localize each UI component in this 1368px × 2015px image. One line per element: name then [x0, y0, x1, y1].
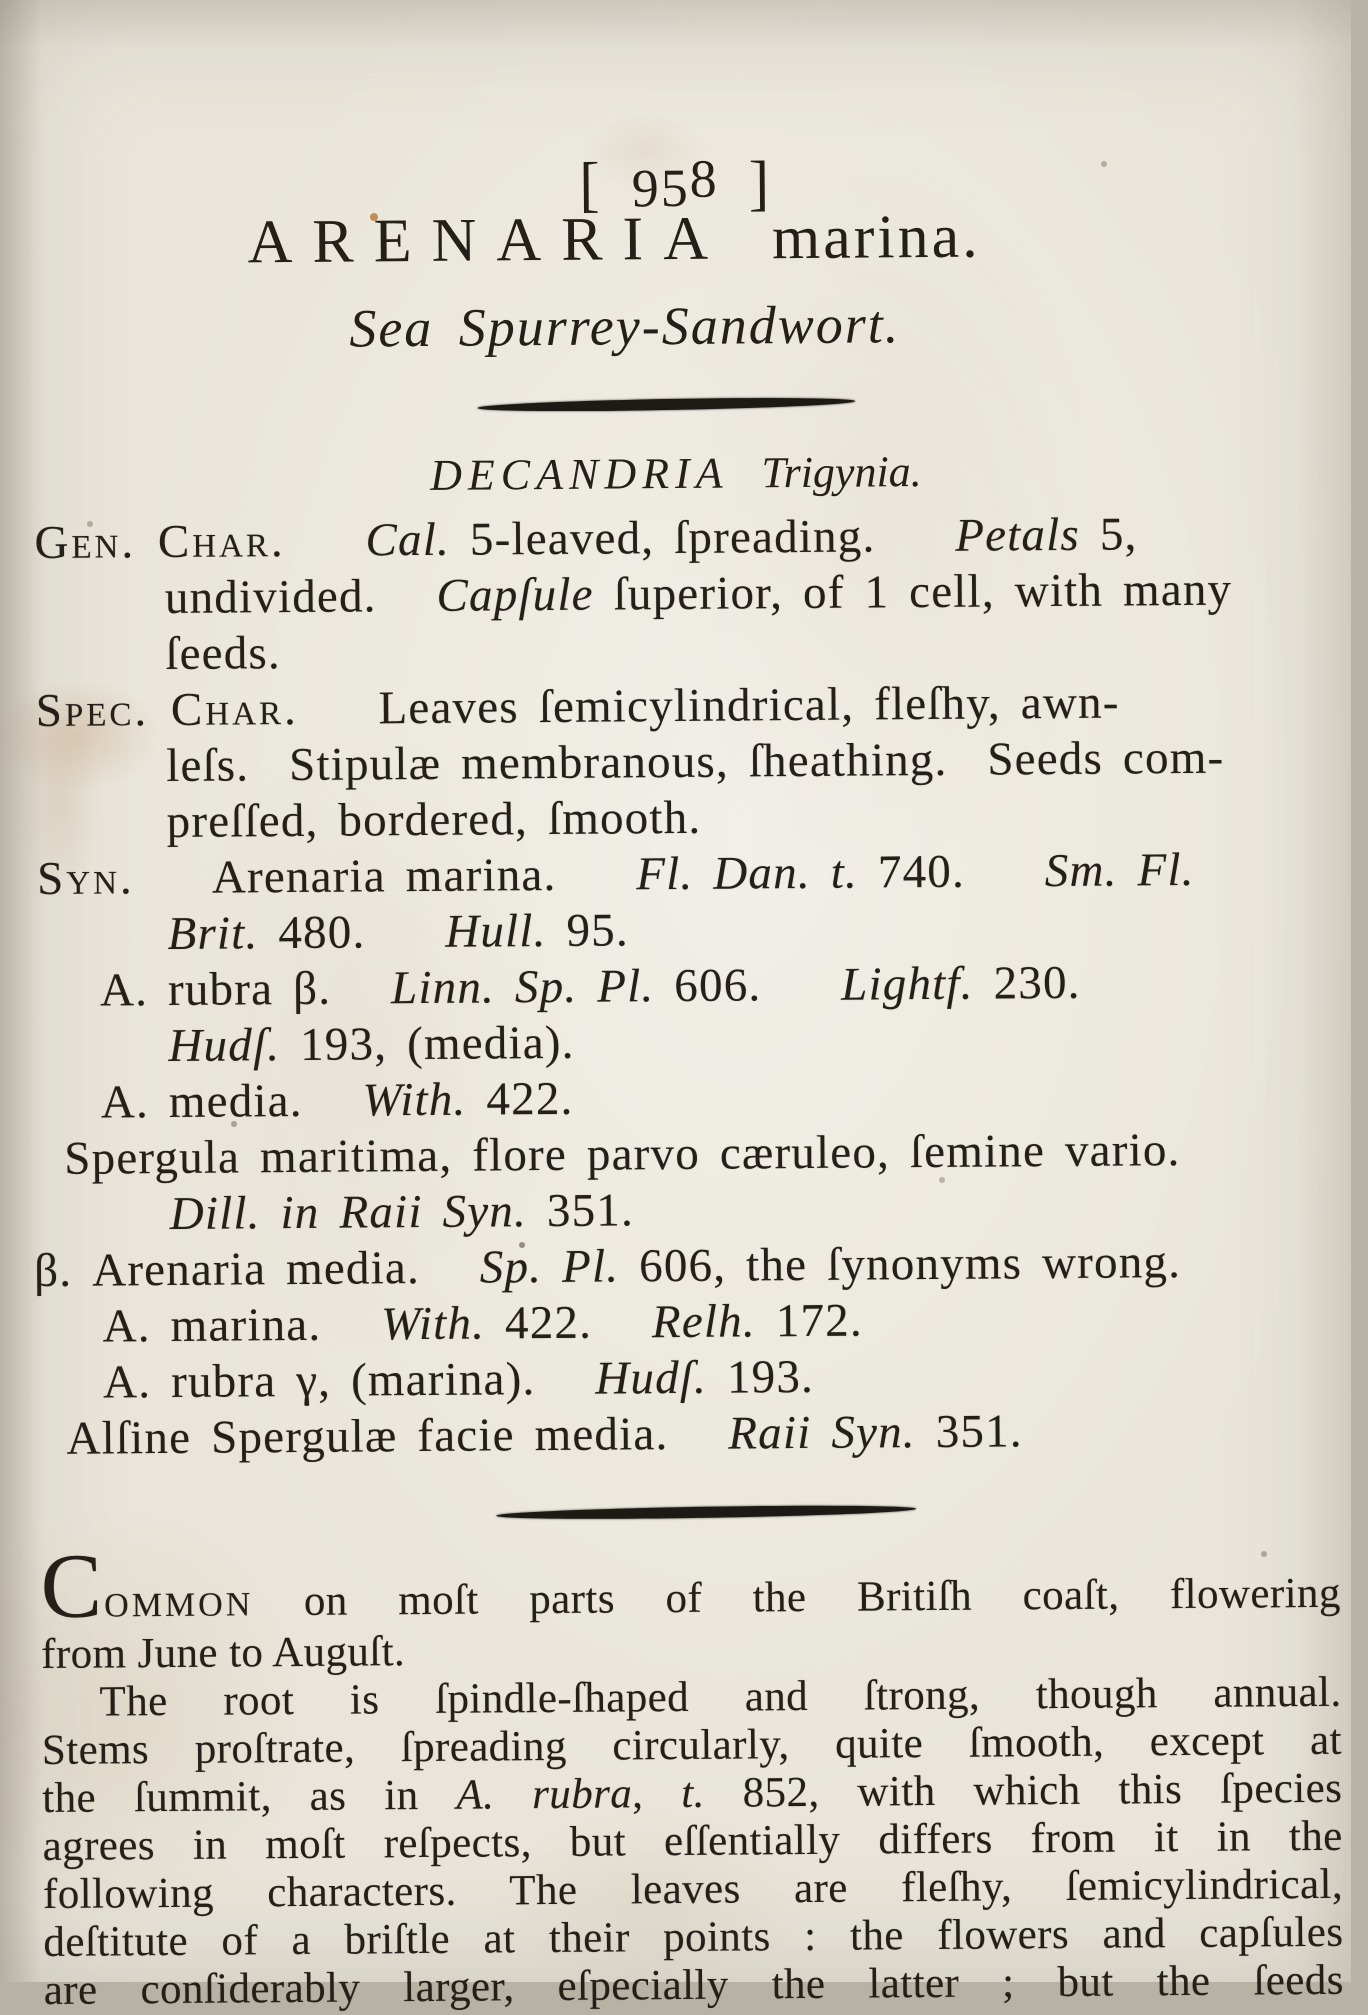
genus-name: ARENARIA	[247, 204, 729, 277]
text-segment: 852, with which this ſpecies	[704, 1764, 1343, 1817]
text-segment: Linn. Sp. Pl.	[390, 960, 655, 1015]
syn-line	[37, 897, 1349, 963]
syn-line	[38, 953, 1350, 1019]
text-segment: deſtitute of a briſtle at their points : the flowers and capſules	[43, 1908, 1344, 1966]
syn-line	[39, 1121, 1351, 1187]
text-segment: DECANDRIA	[429, 448, 729, 500]
syn-line	[40, 1177, 1352, 1243]
body-line	[44, 1957, 1344, 2015]
syn-line	[40, 1289, 1352, 1355]
common-name-subtitle: Sea Spurrey-Sandwort.	[349, 294, 901, 359]
syn-line	[41, 1401, 1353, 1467]
text-segment: Cal.	[365, 513, 451, 567]
text-segment: Leaves ſemicylindrical, fleſhy, awn-	[298, 676, 1120, 735]
page-number-digits: 95	[631, 157, 690, 219]
spec-char-line	[36, 785, 1348, 851]
syn-line	[37, 841, 1349, 907]
description-paragraphs	[40, 1534, 1344, 2015]
text-segment: 422.	[484, 1296, 653, 1350]
body-line	[40, 1534, 1341, 1638]
bracket-open: [	[578, 150, 602, 219]
text-segment: A. marina.	[102, 1298, 382, 1353]
text-segment: 5,	[1079, 508, 1138, 561]
text-segment: from June to Auguſt.	[41, 1628, 406, 1679]
text-segment: Gen. Char.	[34, 515, 286, 570]
text-segment: ,	[631, 1769, 682, 1818]
bracket-close: ]	[748, 149, 772, 218]
text-segment: Relh.	[651, 1295, 757, 1349]
text-segment	[285, 514, 365, 567]
text-segment: Raii Syn.	[728, 1406, 916, 1460]
text-segment: Stems proſtrate, ſpreading circularly, quite ſmooth, except at	[41, 1716, 1343, 1774]
text-segment: 5-leaved, ſpreading.	[449, 509, 956, 566]
text-segment: Capſule	[436, 568, 594, 622]
linnaean-class-order	[0, 445, 1356, 504]
spec-char-line	[36, 729, 1348, 795]
classification-line	[0, 445, 1356, 504]
text-segment: preſſed, bordered, ſmooth.	[166, 791, 702, 848]
characters-and-synonyms-block	[34, 505, 1353, 1467]
text-segment: 422.	[466, 1072, 574, 1126]
text-segment: leſs. Stipulæ membranous, ſheathing. Seeds com-	[166, 731, 1225, 792]
text-segment: Lightf.	[840, 957, 974, 1011]
species-epithet: marina.	[771, 202, 981, 273]
text-segment: Sm. Fl.	[1044, 843, 1195, 898]
text-segment: Spergula maritima, flore parvo cæruleo, ſemine vario.	[64, 1124, 1181, 1185]
text-segment: Hudſ.	[168, 1019, 281, 1072]
text-segment: C	[40, 1534, 105, 1638]
text-segment: With.	[362, 1073, 467, 1127]
text-segment: Fl. Dan. t.	[636, 846, 859, 901]
text-segment: Brit.	[167, 907, 259, 960]
swelled-rule-bottom	[496, 1503, 916, 1521]
text-segment: 172.	[755, 1294, 864, 1348]
text-segment: Hull.	[445, 905, 547, 958]
text-segment: undivided.	[164, 569, 437, 624]
text-segment: Petals	[955, 508, 1081, 562]
text-segment: 606.	[654, 958, 842, 1013]
syn-line	[38, 1009, 1350, 1075]
text-segment: 193.	[706, 1350, 815, 1404]
text-segment	[728, 448, 761, 497]
text-segment: Arenaria marina.	[134, 848, 637, 905]
syn-line	[41, 1345, 1353, 1411]
text-segment: OMMON	[104, 1586, 254, 1625]
text-segment: Alſine Spergulæ facie media.	[66, 1407, 729, 1465]
text-segment: 606, the ſynonyms wrong.	[618, 1236, 1182, 1293]
text-segment: Hudſ.	[595, 1351, 708, 1405]
syn-line	[39, 1065, 1351, 1131]
gen-char-line	[34, 505, 1346, 571]
page-number-raised-digit: 8	[689, 149, 719, 210]
text-segment: A. rubra	[456, 1770, 633, 1819]
species-title	[0, 202, 1234, 278]
text-segment: are conſiderably larger, eſpecially the latter ; but the ſeeds	[43, 1956, 1344, 2014]
text-segment: The root is ſpindle-ſhaped and ſtrong, though annual.	[99, 1668, 1342, 1726]
text-segment: A. rubra β.	[99, 962, 392, 1017]
text-segment: Sp. Pl.	[479, 1240, 620, 1294]
text-segment: A. media.	[100, 1074, 363, 1129]
text-segment: 351.	[915, 1405, 1023, 1459]
gen-char-line	[35, 617, 1347, 683]
text-segment: Spec. Char.	[35, 682, 299, 738]
text-segment: ſeeds.	[165, 627, 282, 680]
text-segment: 480.	[258, 905, 446, 960]
text-segment: β. Arenaria media.	[33, 1241, 480, 1298]
swelled-rule-top	[477, 396, 855, 414]
text-segment: 193, (media).	[279, 1016, 575, 1072]
text-segment: t.	[681, 1769, 705, 1817]
text-segment: following characters. The leaves are fleſhy, ſemicylindrical,	[42, 1860, 1344, 1918]
text-segment: Syn.	[36, 852, 135, 906]
text-segment: Trigynia.	[761, 447, 922, 498]
text-segment: on moſt parts of the Britiſh coaſt, flowering	[253, 1569, 1341, 1626]
text-segment: A. rubra γ, (marina).	[102, 1352, 596, 1409]
paper-specks	[0, 0, 4, 4]
text-segment: With.	[380, 1297, 486, 1351]
spec-char-line	[36, 673, 1348, 739]
text-segment: 351.	[526, 1184, 635, 1238]
text-segment: Dill. in Raii Syn.	[169, 1185, 528, 1240]
text-segment: 230.	[973, 956, 1081, 1010]
text-segment: the ſummit, as in	[42, 1771, 457, 1822]
syn-line	[34, 1233, 1352, 1299]
text-segment: 95.	[546, 904, 630, 958]
text-segment: agrees in moſt reſpects, but eſſentially differs from it in the	[42, 1812, 1343, 1870]
text-segment: 740.	[857, 845, 1045, 899]
text-segment: ſuperior, of 1 cell, with many	[593, 563, 1233, 621]
gen-char-line	[35, 561, 1347, 627]
